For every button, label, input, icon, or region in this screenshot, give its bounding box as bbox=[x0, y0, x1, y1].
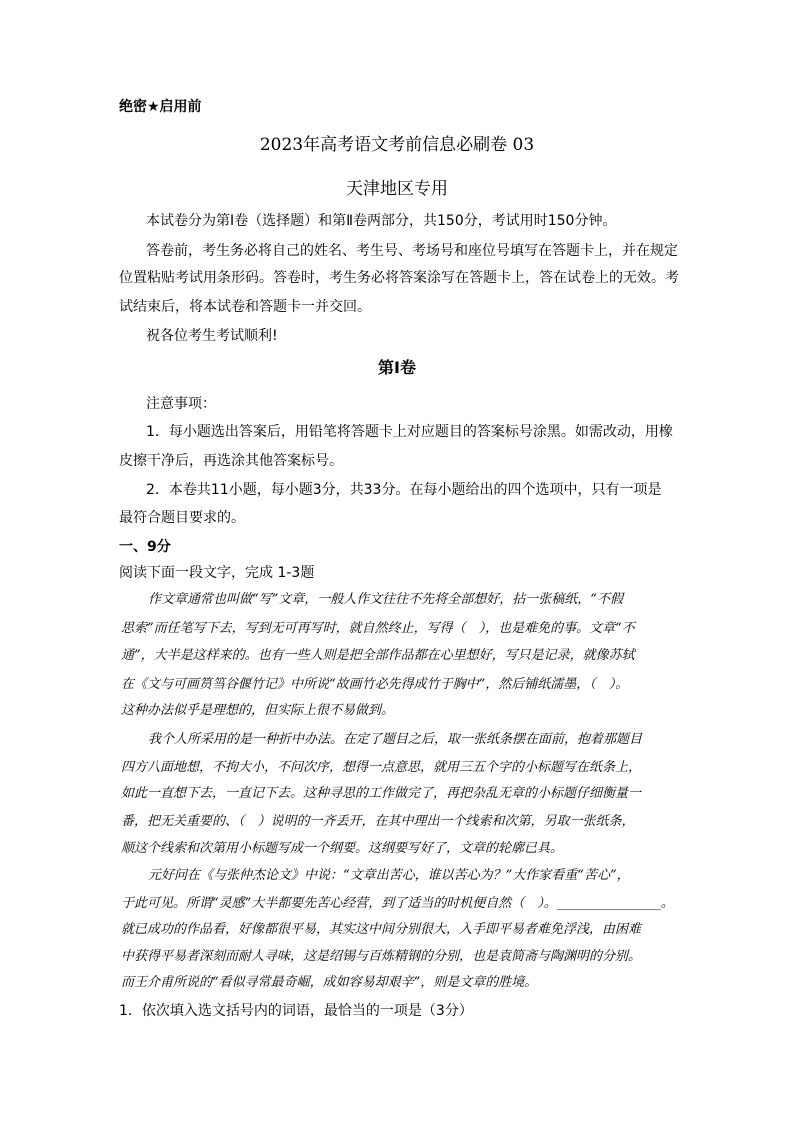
passage-line: 于此可见。所谓“灵感”大半都要先苦心经营，到了适当的时机便自然（ ）。________________。 bbox=[121, 896, 674, 911]
exam-title: 2023年高考语文考前信息必刷卷 03 bbox=[259, 135, 535, 155]
instruction-line: 试结束后，将本试卷和答题卡一并交回。 bbox=[119, 299, 371, 315]
passage-line: 这种办法似乎是理想的，但实际上很不易做到。 bbox=[121, 703, 395, 718]
instruction-line: 本试卷分为第Ⅰ卷（选择题）和第Ⅱ卷两部分，共150分，考试用时150分钟。 bbox=[146, 213, 617, 229]
part-heading: 一、9分 bbox=[119, 539, 171, 555]
passage-line: 我个人所采用的是一种折中办法。在定了题目之后，取一张纸条摆在面前，抱着那题目 bbox=[148, 732, 643, 747]
passage-line: 元好问在《与张仲杰论文》中说：“文章出苦心，谁以苦心为？”大作家看重“苦心”， bbox=[148, 868, 630, 883]
instruction-line: 位置粘贴考试用条形码。答卷时，考生务必将答案涂写在答题卡上，答在试卷上的无效。考 bbox=[119, 270, 679, 286]
question-1: 1．依次填入选文括号内的词语，最恰当的一项是（3分） bbox=[119, 1003, 473, 1019]
passage-line: 而王介甫所说的“看似寻常最奇崛，成如容易却艰辛”，则是文章的胜境。 bbox=[121, 975, 538, 990]
passage-line: 思索”而任笔写下去，写到无可再写时，就自然终止，写得（ ），也是难免的事。文章“不 bbox=[121, 621, 635, 636]
note-item: 2．本卷共11小题，每小题3分，共33分。在每小题给出的四个选项中，只有一项是 bbox=[146, 482, 662, 498]
exam-subtitle: 天津地区专用 bbox=[346, 179, 448, 199]
note-item: 1．每小题选出答案后，用铅笔将答题卡上对应题目的答案标号涂黑。如需改动，用橡 bbox=[146, 424, 673, 440]
notes-heading: 注意事项： bbox=[146, 396, 216, 412]
passage-line: 在《文与可画筼筜谷偃竹记》中所说“故画竹必先得成竹于胸中”，然后铺纸濡墨，（ ）。 bbox=[121, 677, 629, 692]
confidential-mark: 绝密★启用前 bbox=[119, 99, 202, 115]
passage-line: 就已成功的作品看，好像都很平易，其实这中间分别很大，入手即平易者难免浮浅，由困难 bbox=[121, 922, 642, 937]
passage-line: 通”，大半是这样来的。也有一些人则是把全部作品都在心里想好，写只是记录，就像苏轼 bbox=[121, 648, 635, 663]
passage-line: 番，把无关重要的、（ ）说明的一齐丢开，在其中理出一个线索和次第，另取一张纸条， bbox=[121, 814, 635, 829]
passage-line: 四方八面地想，不拘大小，不问次序，想得一点意思，就用三五个字的小标题写在纸条上， bbox=[121, 760, 642, 775]
note-item: 皮擦干净后，再选涂其他答案标号。 bbox=[119, 453, 343, 469]
instruction-line: 答卷前，考生务必将自己的姓名、考生号、考场号和座位号填写在答题卡上，并在规定 bbox=[146, 243, 678, 259]
passage-line: 中获得平易者深刻而耐人寻味，这是绍锡与百炼精钢的分别，也是袁简斋与陶渊明的分别。 bbox=[121, 949, 642, 964]
good-luck-line: 祝各位考生考试顺利! bbox=[146, 328, 278, 344]
passage-line: 顺这个线索和次第用小标题写成一个纲要。这纲要写好了，文章的轮廓已具。 bbox=[121, 841, 564, 856]
passage-line: 作文章通常也叫做“写”文章，一般人作文往往不先将全部想好，拈一张稿纸，“不假 bbox=[148, 592, 623, 607]
note-item: 最符合题目要求的。 bbox=[119, 510, 245, 526]
part-prompt: 阅读下面一段文字，完成 1-3题 bbox=[119, 565, 315, 581]
section-title: 第Ⅰ卷 bbox=[378, 358, 416, 377]
passage-line: 如此一直想下去，一直记下去。这种寻思的工作做完了，再把杂乱无章的小标题仔细衡量一 bbox=[121, 786, 642, 801]
